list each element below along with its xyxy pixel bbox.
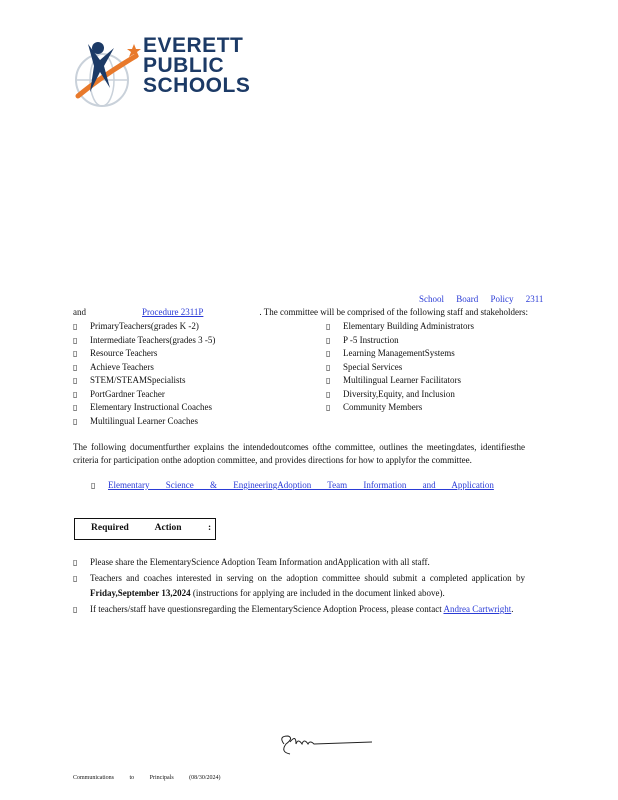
contact-andrea-cartwright-link[interactable]: Andrea Cartwright — [443, 604, 512, 614]
committee-description: The following documentfurther explains the intendedoutcomes ofthe committee, outlines the meetingdates, identifiesthe criteria for participation onthe adoption committee, and provides directions for how to applyfor the committee. — [73, 442, 525, 465]
required-action-heading: Required Action : — [74, 518, 216, 540]
bullet-icon: ▯ — [73, 389, 78, 399]
logo-line-3: SCHOOLS — [143, 74, 251, 97]
bullet-icon: ▯ — [73, 605, 78, 614]
list-item: ▯ Elementary Building Administrators — [326, 320, 474, 334]
bullet-icon: ▯ — [73, 416, 78, 426]
adoption-team-info-link[interactable]: Elementary Science & EngineeringAdoption Team Information and Application — [108, 480, 494, 490]
footer-note: Communications to Principals (08/30/2024) — [73, 775, 221, 781]
bullet-icon: ▯ — [326, 362, 331, 372]
bullet-icon: ▯ — [73, 322, 78, 331]
bullet-icon: ▯ — [73, 403, 78, 412]
bullet-icon: ▯ — [73, 376, 78, 385]
list-item: ▯ Community Members — [326, 401, 474, 415]
bullet-icon: ▯ — [73, 362, 78, 372]
list-item: ▯ Intermediate Teachers(grades 3 -5) — [73, 334, 215, 348]
logo-wordmark — [143, 36, 250, 96]
list-item: ▯ Multilingual Learner Coaches — [73, 415, 215, 429]
list-item: ▯ PrimaryTeachers(grades K -2) — [73, 320, 215, 334]
bullet-icon: ▯ — [73, 574, 78, 583]
bullet-icon: ▯ — [73, 558, 78, 567]
logo-line-1: EVERETT — [143, 34, 244, 57]
school-board-policy-link[interactable]: School Board Policy 2311 — [419, 294, 544, 304]
bullet-icon: ▯ — [73, 349, 78, 358]
document-link-line — [91, 480, 494, 490]
signature-image — [276, 730, 376, 760]
bullet-icon: ▯ — [326, 389, 331, 399]
action-item: ▯ Teachers and coaches interested in serving on the adoption committee should submit a completed application by Friday,September 13,2024 (instructions for applying are included in the document linked above). — [73, 571, 525, 601]
bullet-icon: ▯ — [73, 335, 78, 345]
list-item: ▯ PortGardner Teacher — [73, 388, 215, 402]
action-item: ▯ Please share the ElementaryScience Adoption Team Information andApplication with all staff. — [73, 555, 525, 570]
stakeholder-list-right — [326, 320, 474, 415]
bullet-icon: ▯ — [326, 335, 331, 345]
list-item: ▯ Resource Teachers — [73, 347, 215, 361]
logo-line-2: PUBLIC — [143, 54, 225, 77]
bullet-icon: ▯ — [326, 349, 331, 358]
list-item: ▯ Diversity,Equity, and Inclusion — [326, 388, 474, 402]
intro-text: . The committee will be comprised of the following staff and stakeholders: — [259, 307, 528, 317]
list-item: ▯ STEM/STEAMSpecialists — [73, 374, 215, 388]
list-item: ▯ Elementary Instructional Coaches — [73, 401, 215, 415]
list-item: ▯ Special Services — [326, 361, 474, 375]
procedure-link[interactable]: Procedure 2311P — [141, 307, 204, 317]
bullet-icon: ▯ — [326, 403, 331, 412]
bullet-icon: ▯ — [91, 481, 96, 490]
list-item: ▯ Achieve Teachers — [73, 361, 215, 375]
stakeholder-list-left — [73, 320, 215, 428]
action-item: ▯ If teachers/staff have questionsregarding the ElementaryScience Adoption Process, please contact Andrea Cartwright. — [73, 602, 525, 617]
list-item: ▯ Learning ManagementSystems — [326, 347, 474, 361]
list-item: ▯ Multilingual Learner Facilitators — [326, 374, 474, 388]
bullet-icon: ▯ — [326, 376, 331, 385]
bullet-icon: ▯ — [326, 322, 331, 331]
action-list — [73, 555, 525, 618]
deadline-date: Friday,September 13,2024 — [90, 588, 191, 598]
intro-line — [73, 307, 528, 317]
intro-and: and — [73, 307, 86, 317]
list-item: ▯ P -5 Instruction — [326, 334, 474, 348]
